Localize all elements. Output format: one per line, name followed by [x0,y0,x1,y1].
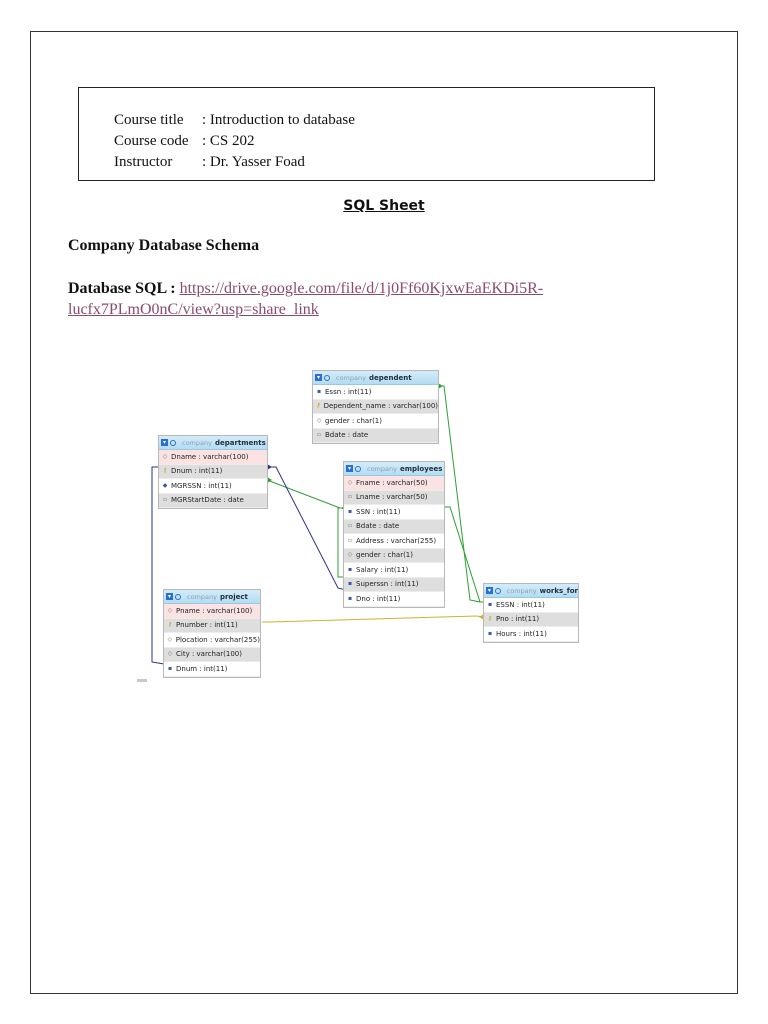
column-row [344,520,444,535]
table-name: employees [399,464,443,473]
column-text: Plocation : varchar(255) [175,635,260,644]
instructor-label: Instructor [114,154,173,170]
column-text: Dnum : int(11) [176,664,228,673]
column-row [484,598,578,613]
column-text: Salary : int(11) [356,565,409,574]
column-row [484,613,578,628]
collapse-toggle-icon[interactable]: ▾ [162,439,166,446]
column-icon: ▫ [347,493,353,501]
index-icon: ▪ [347,580,353,588]
column-text: MGRSSN : int(11) [171,481,232,490]
column-icon: ◇ [162,452,168,460]
instructor-value: : Dr. Yasser Foad [202,154,305,170]
column-row [344,578,444,593]
table-header[interactable] [484,584,578,598]
column-text: Superssn : int(11) [356,580,419,589]
course-code-value: : CS 202 [202,133,255,149]
index-icon: ▪ [487,600,493,608]
index-icon: ▪ [347,565,353,573]
table-header[interactable] [164,590,260,604]
column-text: City : varchar(100) [176,650,242,659]
key-icon: ⚷ [316,402,321,410]
column-text: Pnumber : int(11) [176,621,238,630]
view-eye-icon[interactable] [170,440,176,446]
column-text: gender : char(1) [356,551,413,560]
index-icon: ▪ [487,629,493,637]
relation-line-pnumber-pno [262,616,484,622]
column-row [313,385,438,400]
column-icon: ◇ [167,606,173,614]
column-row [164,633,260,648]
relation-line-dnum-dno [267,467,346,590]
column-row [159,479,267,494]
sheet-title: SQL Sheet [343,198,425,214]
collapse-toggle-icon[interactable]: ▾ [167,593,171,600]
column-text: Dependent_name : varchar(100) [323,402,438,411]
collapse-toggle-icon[interactable]: ▾ [487,587,491,594]
column-text: SSN : int(11) [356,507,401,516]
column-icon: ◇ [167,635,173,643]
column-text: Essn : int(11) [325,387,372,396]
db-prefix: company [506,586,537,595]
index-icon: ▪ [347,507,353,515]
db-prefix: company [367,464,397,473]
table-project[interactable] [163,589,261,678]
db-prefix: company [187,592,217,601]
database-sql-label: Database SQL : [68,280,176,297]
table-employees[interactable] [343,461,445,608]
column-row [313,414,438,429]
view-eye-icon[interactable] [495,588,501,594]
column-row [164,619,260,634]
table-name: project [219,592,248,601]
column-row [344,592,444,607]
key-icon: ⚷ [162,467,168,475]
column-text: Dno : int(11) [356,594,401,603]
table-dependent[interactable] [312,370,439,444]
table-works-for[interactable] [483,583,579,643]
course-title-label: Course title [114,112,184,128]
database-sql-link-part2[interactable]: lucfx7PLmO0nC/view?usp=share_link [68,301,319,318]
column-row [164,648,260,663]
view-eye-icon[interactable] [324,375,330,381]
column-icon: ▫ [162,496,168,504]
column-text: Address : varchar(255) [356,536,437,545]
column-row [344,476,444,491]
column-icon: ◇ [347,551,353,559]
column-text: Pname : varchar(100) [176,606,253,615]
collapse-toggle-icon[interactable]: ▾ [316,374,320,381]
table-name: dependent [368,373,412,382]
column-icon: ▫ [347,536,353,544]
column-row [164,662,260,677]
column-text: Dname : varchar(100) [171,452,249,461]
column-row [484,627,578,642]
index-icon: ◆ [162,481,168,489]
index-icon: ▪ [167,664,173,672]
column-row [313,429,438,444]
table-header[interactable] [159,436,267,450]
index-icon: ▪ [347,594,353,602]
column-text: ESSN : int(11) [496,600,545,609]
column-row [344,534,444,549]
db-prefix: company [182,438,212,447]
column-icon: ◇ [316,416,322,424]
column-text: Fname : varchar(50) [356,478,428,487]
column-text: Dnum : int(11) [171,467,223,476]
column-icon: ▫ [347,522,353,530]
table-name: works_for [539,586,578,595]
column-row [344,563,444,578]
schema-heading: Company Database Schema [68,237,260,254]
column-text: Lname : varchar(50) [356,493,428,502]
column-text: Hours : int(11) [496,629,547,638]
relation-line-mgrssn-ssn [267,480,346,508]
db-prefix: company [336,373,366,382]
column-row [164,604,260,619]
index-icon: ▪ [316,387,322,395]
column-row [159,450,267,465]
column-text: MGRStartDate : date [171,496,244,505]
course-code-label: Course code [114,133,189,149]
column-row [159,494,267,509]
column-text: Bdate : date [325,431,369,440]
column-text: Pno : int(11) [496,615,540,624]
column-row [344,549,444,564]
table-header[interactable] [313,371,438,385]
column-text: gender : char(1) [325,416,382,425]
column-icon: ◇ [167,650,173,658]
table-name: departments [214,438,266,447]
column-row [344,505,444,520]
table-departments[interactable] [158,435,268,509]
database-sql-link-part1[interactable]: https://drive.google.com/file/d/1j0Ff60KjxwEaEKDi5R- [179,280,544,297]
column-row [313,400,438,415]
view-eye-icon[interactable] [175,594,181,600]
key-icon: ⚷ [167,621,173,629]
column-icon: ◇ [347,478,353,486]
key-icon: ⚷ [487,615,493,623]
course-title-value: : Introduction to database [202,112,355,128]
column-icon: ▫ [316,431,322,439]
view-eye-icon[interactable] [355,466,361,472]
scroll-marker [137,679,147,682]
table-header[interactable] [344,462,444,476]
column-row [159,465,267,480]
collapse-toggle-icon[interactable]: ▾ [347,465,351,472]
column-row [344,491,444,506]
column-text: Bdate : date [356,522,400,531]
